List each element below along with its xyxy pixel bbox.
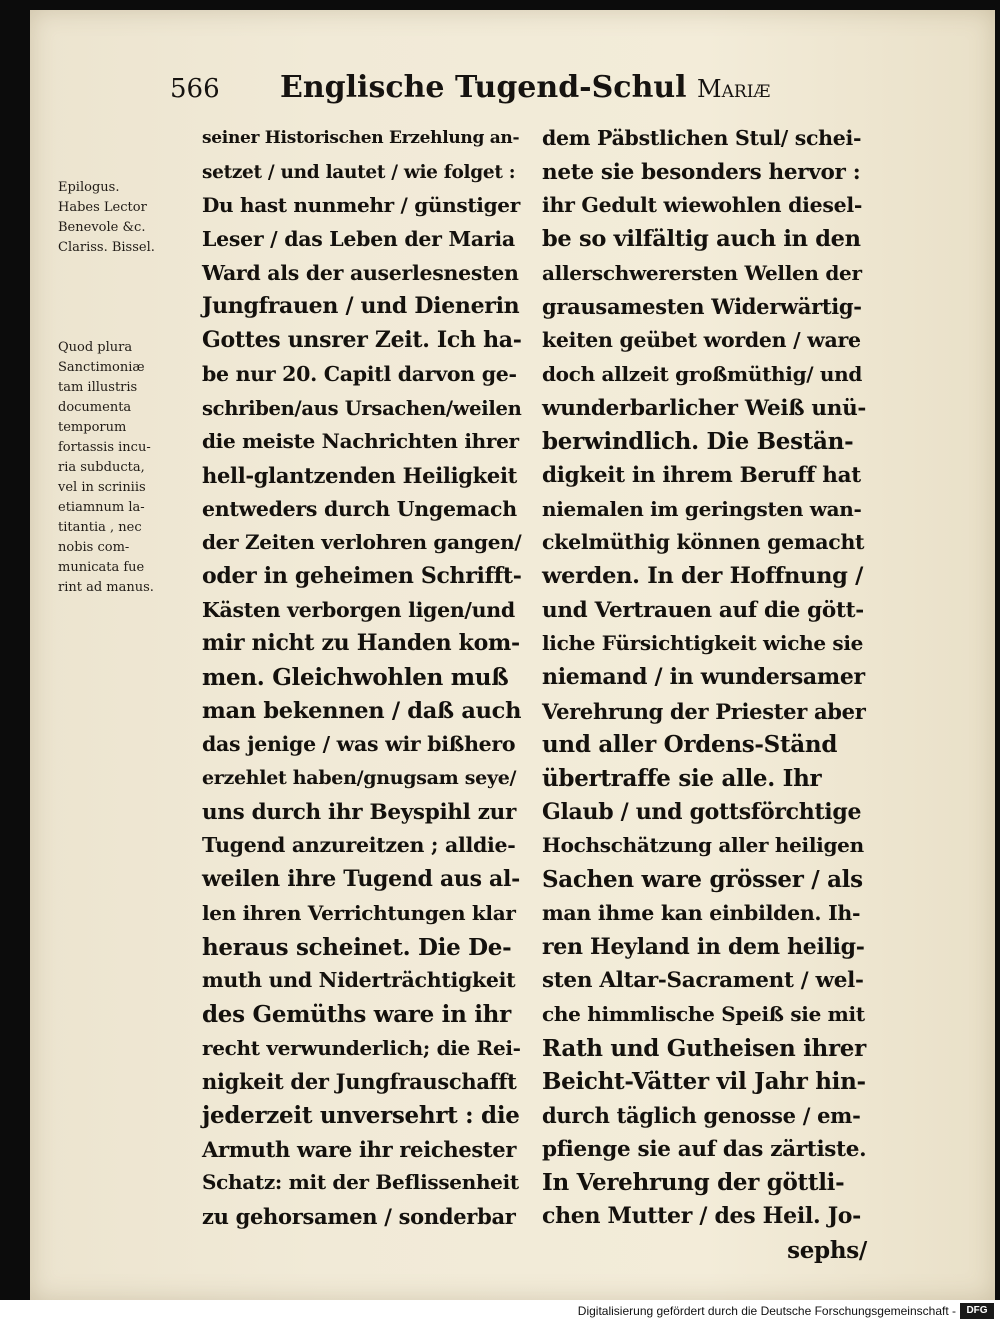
text-line: Kästen verborgen ligen/und (202, 597, 515, 622)
text-line: men. Gleichwohlen muß (202, 664, 509, 691)
text-line: Jungfrauen / und Dienerin (202, 293, 520, 320)
text-line: erzehlet haben/gnugsam seye/ (202, 767, 517, 790)
funding-credit: Digitalisierung gefördert durch die Deutsche Forschungsgemeinschaft - (577, 1304, 956, 1318)
text-line: Schatz: mit der Beflissenheit (202, 1170, 519, 1195)
margin-note-line: ria subducta, (58, 460, 145, 475)
text-line: und aller Ordens-Ständ (542, 731, 838, 759)
text-line: werden. In der Hoffnung / (542, 562, 864, 589)
text-line: niemand / in wundersamer (542, 664, 865, 690)
text-line: und Vertrauen auf die gött- (542, 597, 864, 623)
text-line: be nur 20. Capitl darvon ge- (202, 361, 517, 386)
text-line: hell-glantzenden Heiligkeit (202, 462, 518, 488)
text-line: Rath und Gutheisen ihrer (542, 1034, 866, 1062)
text-line: sephs/ (787, 1236, 867, 1264)
text-line: be so vilfältig auch in den (542, 226, 861, 253)
text-column-left (202, 122, 522, 1234)
margin-note-line: Quod plura (58, 340, 133, 355)
page-number: 566 (170, 74, 220, 104)
text-line: Verehrung der Priester aber (542, 698, 866, 724)
text-line: recht verwunderlich; die Rei- (202, 1035, 521, 1060)
text-line: zu gehorsamen / sonderbar (202, 1204, 516, 1229)
text-line: muth und Niderträchtigkeit (202, 968, 516, 993)
text-line: entweders durch Ungemach (202, 496, 517, 521)
text-line: durch täglich genosse / em- (542, 1102, 861, 1128)
text-line: niemalen im geringsten wan- (542, 496, 862, 521)
text-line: ihr Gedult wiewohlen diesel- (542, 193, 863, 218)
text-line: In Verehrung der göttli- (542, 1169, 845, 1197)
text-column-right (542, 122, 867, 1267)
running-title: Englische Tugend-Schul Mariæ (280, 70, 771, 105)
text-line: Beicht-Vätter vil Jahr hin- (542, 1068, 866, 1096)
margin-note-line: tam illustris (58, 380, 138, 395)
margin-note-line: rint ad manus. (58, 580, 154, 595)
text-line: Du hast nunmehr / günstiger (202, 193, 520, 218)
text-line: pfienge sie auf das zärtiste. (542, 1136, 867, 1162)
text-line: oder in geheimen Schrifft- (202, 562, 522, 589)
margin-note-line: Sanctimoniæ (58, 360, 145, 375)
margin-note-epilogus (58, 178, 198, 258)
text-line: nete sie besonders hervor : (542, 159, 861, 185)
text-line: die meiste Nachrichten ihrer (202, 429, 519, 454)
text-line: allerschwerersten Wellen der (542, 260, 862, 285)
margin-note-line: Benevole &c. (58, 220, 146, 235)
text-line: ren Heyland in dem heilig- (542, 933, 865, 960)
text-line: Hochschätzung aller heiligen (542, 833, 864, 858)
text-line: keiten geübet worden / ware (542, 328, 861, 353)
margin-note-line: titantia , nec (58, 520, 142, 535)
margin-note-line: Habes Lector (58, 200, 147, 215)
margin-note-line: fortassis incu- (58, 440, 151, 455)
text-line: nigkeit der Jungfrauschafft (202, 1069, 517, 1095)
text-line: doch allzeit großmüthig/ und (542, 361, 863, 386)
text-line: grausamesten Widerwärtig- (542, 294, 862, 320)
text-line: setzet / und lautet / wie folget : (202, 161, 516, 183)
text-line: che himmlische Speiß sie mit (542, 1001, 865, 1026)
margin-note-line: etiamnum la- (58, 500, 145, 515)
text-line: digkeit in ihrem Beruff hat (542, 462, 861, 488)
text-line: chen Mutter / des Heil. Jo- (542, 1203, 862, 1229)
text-line: Armuth ware ihr reichester (202, 1136, 517, 1162)
text-line: seiner Historischen Erzehlung an- (202, 128, 520, 148)
running-title-caps: Mariæ (697, 75, 771, 103)
text-line: man ihme kan einbilden. Ih- (542, 900, 861, 925)
text-line: mir nicht zu Handen kom- (202, 630, 520, 657)
text-line: wunderbarlicher Weiß unü- (542, 395, 867, 421)
text-line: sten Altar-Sacrament / wel- (542, 968, 864, 994)
margin-note-line: vel in scriniis (58, 480, 146, 495)
footer-bar (0, 1300, 1000, 1323)
margin-note-line: Epilogus. (58, 180, 120, 195)
text-line: der Zeiten verlohren gangen/ (202, 530, 522, 555)
text-line: Leser / das Leben der Maria (202, 227, 515, 252)
text-line: uns durch ihr Beyspihl zur (202, 799, 516, 825)
text-line: man bekennen / daß auch (202, 697, 522, 724)
margin-note-quod-plura (58, 338, 198, 598)
margin-note-line: municata fue (58, 560, 145, 575)
text-line: das jenige / was wir bißhero (202, 732, 516, 757)
text-line: Sachen ware grösser / als (542, 866, 863, 894)
margin-note-line: temporum (58, 420, 127, 435)
text-line: Ward als der auserlesnesten (202, 260, 519, 285)
page-header (170, 70, 771, 110)
text-line: schriben/aus Ursachen/weilen (202, 396, 522, 420)
margin-note-line: Clariss. Bissel. (58, 240, 155, 255)
margin-note-line: nobis com- (58, 540, 130, 555)
text-line: übertraffe sie alle. Ihr (542, 765, 822, 793)
margin-note-line: documenta (58, 400, 132, 415)
dfg-logo: DFG (960, 1303, 994, 1319)
text-line: Tugend anzureitzen ; alldie- (202, 833, 516, 858)
text-line: Gottes unsrer Zeit. Ich ha- (202, 327, 522, 354)
text-line: weilen ihre Tugend aus al- (202, 866, 520, 893)
text-line: liche Fürsichtigkeit wiche sie (542, 631, 864, 656)
text-line: jederzeit unversehrt : die (202, 1101, 520, 1129)
text-line: dem Päbstlichen Stul/ schei- (542, 126, 862, 150)
text-line: len ihren Verrichtungen klar (202, 900, 516, 925)
text-line: ckelmüthig können gemacht (542, 530, 865, 555)
text-line: heraus scheinet. Die De- (202, 933, 512, 961)
text-line: des Gemüths ware in ihr (202, 1000, 511, 1028)
text-line: Glaub / und gottsförchtige (542, 798, 862, 825)
text-line: berwindlich. Die Bestän- (542, 428, 854, 456)
